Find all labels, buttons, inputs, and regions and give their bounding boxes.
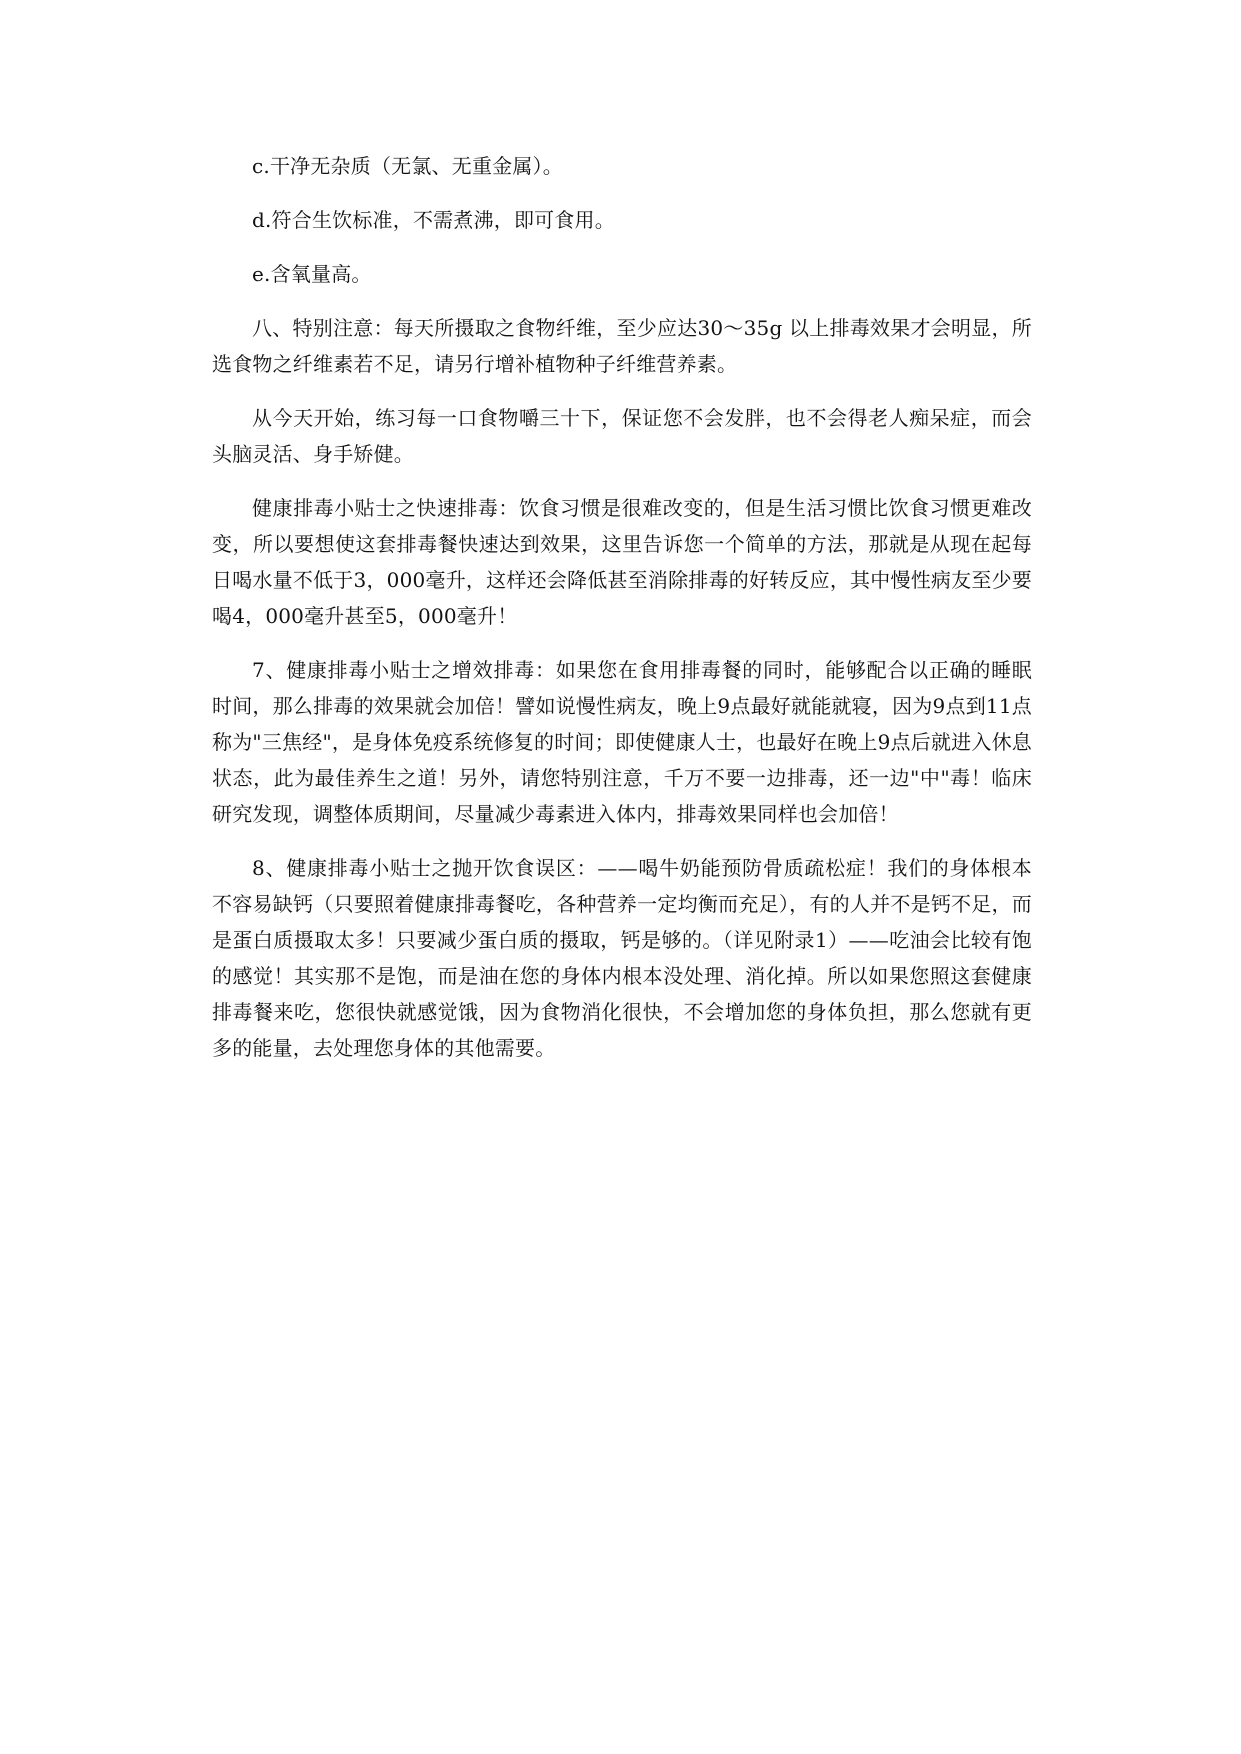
- paragraph-quick-detox: 健康排毒小贴士之快速排毒：饮食习惯是很难改变的，但是生活习惯比饮食习惯更难改变，所以要想使这套排毒餐快速达到效果，这里告诉您一个简单的方法，那就是从现在起每日喝水量不低于3，000毫升，这样还会降低甚至消除排毒的好转反应，其中慢性病友至少要喝4，000毫升甚至5，000毫升！: [212, 496, 1032, 628]
- list-item-c: c.干净无杂质（无氯、无重金属）。: [252, 154, 563, 178]
- document-body: [212, 148, 1032, 1084]
- paragraph-enhanced-detox: 7、健康排毒小贴士之增效排毒：如果您在食用排毒餐的同时，能够配合以正确的睡眠时间，那么排毒的效果就会加倍！譬如说慢性病友，晚上9点最好就能就寝，因为9点到11点称为"三焦经"，是身体免疫系统修复的时间；即使健康人士，也最好在晚上9点后就进入休息状态，此为最佳养生之道！另外，请您特别注意，千万不要一边排毒，还一边"中"毒！临床研究发现，调整体质期间，尽量减少毒素进入体内，排毒效果同样也会加倍！: [212, 658, 1032, 826]
- paragraph-diet-myths: 8、健康排毒小贴士之抛开饮食误区：——喝牛奶能预防骨质疏松症！我们的身体根本不容易缺钙（只要照着健康排毒餐吃，各种营养一定均衡而充足），有的人并不是钙不足，而是蛋白质摄取太多！只要减少蛋白质的摄取，钙是够的。（详见附录1）——吃油会比较有饱的感觉！其实那不是饱，而是油在您的身体内根本没处理、消化掉。所以如果您照这套健康排毒餐来吃，您很快就感觉饿，因为食物消化很快，不会增加您的身体负担，那么您就有更多的能量，去处理您身体的其他需要。: [212, 856, 1032, 1060]
- list-item-e: e.含氧量高。: [252, 262, 372, 286]
- paragraph-special-note: 八、特别注意：每天所摄取之食物纤维，至少应达30～35g 以上排毒效果才会明显，所选食物之纤维素若不足，请另行增补植物种子纤维营养素。: [212, 316, 1032, 376]
- paragraph-chewing-tip: 从今天开始，练习每一口食物嚼三十下，保证您不会发胖，也不会得老人痴呆症，而会头脑灵活、身手矫健。: [212, 406, 1032, 466]
- list-item-d: d.符合生饮标准，不需煮沸，即可食用。: [252, 208, 615, 232]
